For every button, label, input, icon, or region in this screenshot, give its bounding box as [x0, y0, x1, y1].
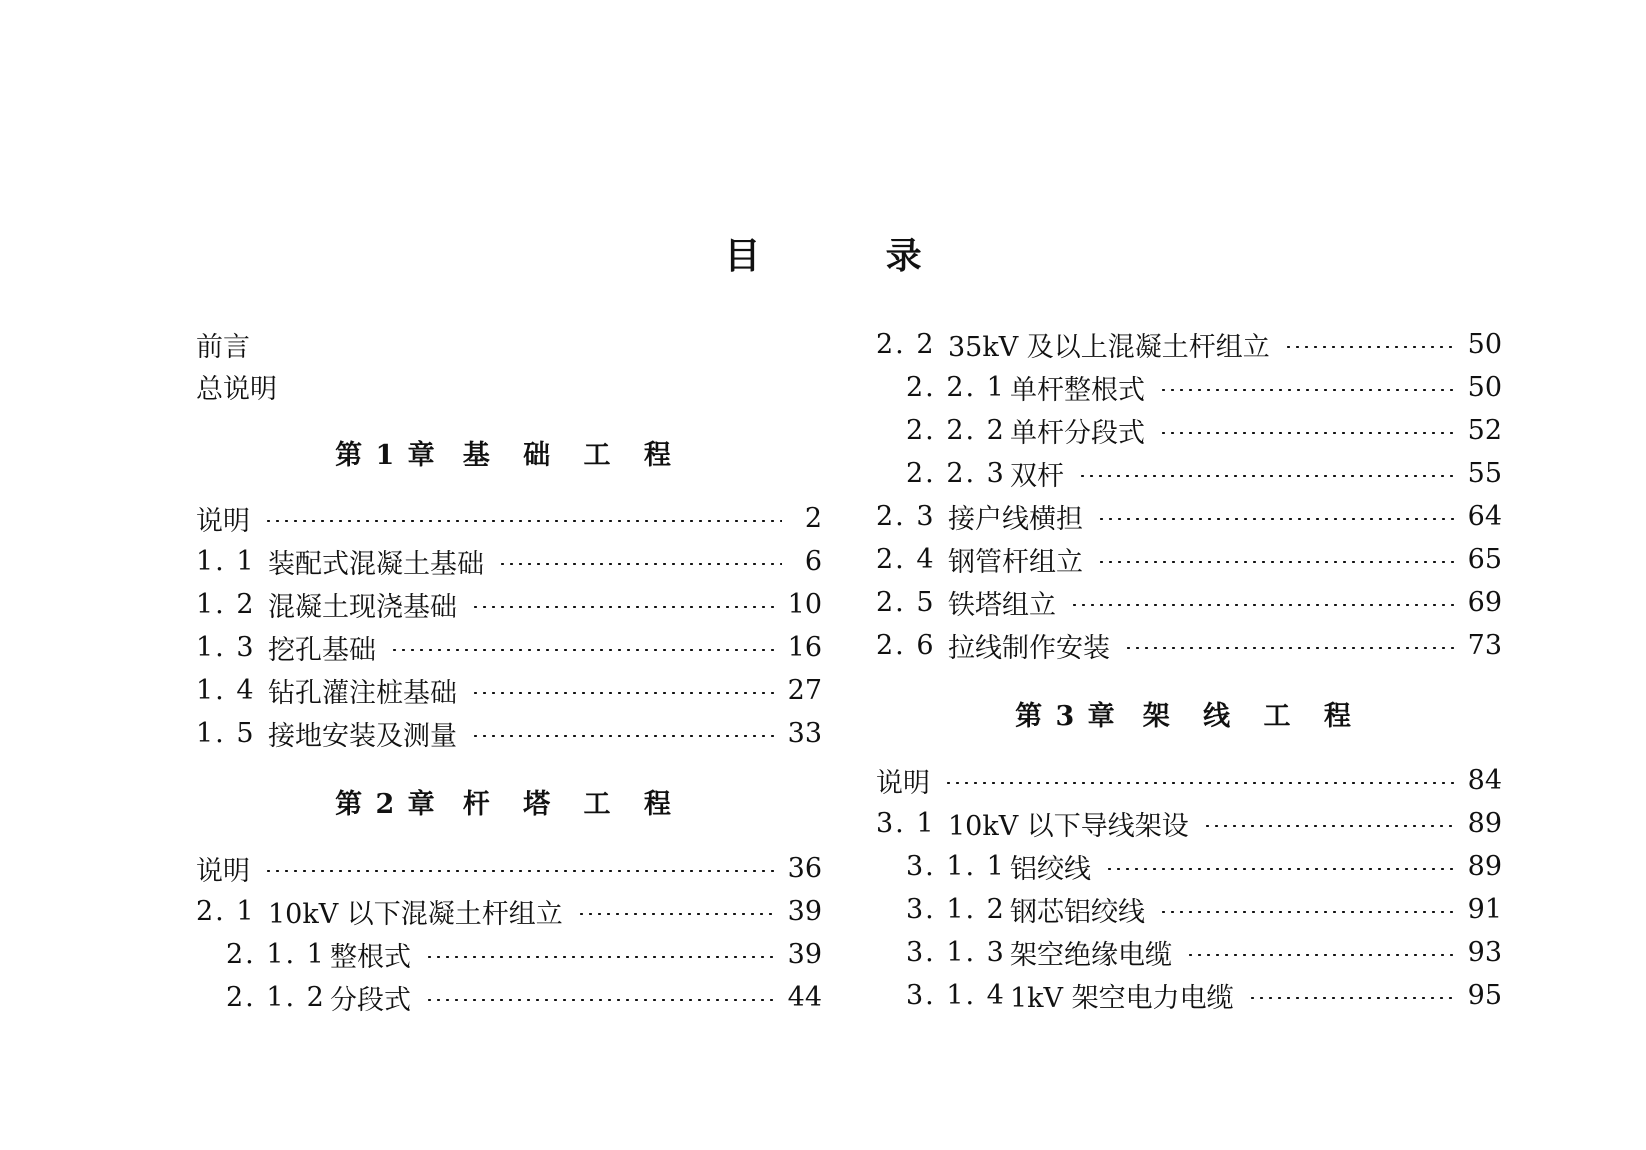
toc-entry-text: 挖孔基础 — [268, 634, 376, 666]
toc-entry[interactable] — [906, 846, 1502, 886]
toc-page-number: 16 — [787, 631, 822, 663]
toc-entry-text: 接户线横担 — [948, 503, 1083, 535]
toc-entry-preface[interactable] — [196, 324, 822, 364]
toc-entry[interactable] — [196, 584, 822, 624]
toc-entry-general-notes[interactable] — [196, 366, 822, 406]
toc-entry[interactable] — [906, 367, 1502, 407]
dot-leader — [1097, 518, 1458, 520]
toc-entry-text: 铁塔组立 — [948, 589, 1056, 621]
dot-leader — [264, 870, 778, 872]
dot-leader — [425, 956, 778, 958]
toc-entry[interactable] — [906, 453, 1502, 493]
toc-section-number: 1. 4 — [196, 674, 256, 706]
dot-leader — [1284, 346, 1458, 348]
toc-entry-text: 1kV 架空电力电缆 — [1010, 982, 1234, 1014]
toc-section-number: 2. 2. 1 — [906, 371, 1006, 403]
dot-leader — [1203, 825, 1458, 827]
dot-leader — [425, 999, 778, 1001]
dot-leader — [471, 606, 778, 608]
toc-entry-text: 整根式 — [330, 941, 411, 973]
toc-page-number: 33 — [787, 717, 822, 749]
toc-page-number: 2 — [804, 502, 822, 534]
toc-page-number: 91 — [1467, 893, 1502, 925]
dot-leader — [1097, 561, 1458, 563]
toc-entry[interactable] — [906, 889, 1502, 929]
toc-page-number: 44 — [787, 981, 822, 1013]
toc-entry[interactable] — [906, 975, 1502, 1015]
dot-leader — [471, 692, 778, 694]
page-title: 目 录 — [724, 235, 922, 277]
toc-section-number: 2. 1 — [196, 895, 256, 927]
toc-entry-text: 铝绞线 — [1010, 853, 1091, 885]
toc-entry[interactable] — [876, 760, 1502, 800]
toc-entry[interactable] — [196, 541, 822, 581]
dot-leader — [1159, 389, 1458, 391]
toc-entry[interactable] — [876, 625, 1502, 665]
toc-entry-text: 总说明 — [196, 373, 277, 405]
toc-entry-text: 10kV 以下混凝土杆组立 — [268, 898, 563, 930]
toc-section-number: 2. 6 — [876, 629, 936, 661]
toc-entry-text: 混凝土现浇基础 — [268, 591, 457, 623]
toc-section-number: 2. 1. 2 — [226, 981, 326, 1013]
toc-page-number: 39 — [787, 895, 822, 927]
toc-entry-text: 前言 — [196, 331, 250, 363]
toc-entry-text: 装配式混凝土基础 — [268, 548, 484, 580]
toc-page-number: 27 — [787, 674, 822, 706]
dot-leader — [390, 649, 778, 651]
toc-page-number: 36 — [787, 852, 822, 884]
toc-entry[interactable] — [196, 498, 822, 538]
chapter-name: 杆 塔 工 程 — [462, 788, 683, 820]
toc-page-number: 6 — [804, 545, 822, 577]
toc-entry[interactable] — [196, 848, 822, 888]
toc-entry-text: 接地安装及测量 — [268, 720, 457, 752]
chapter-number: 第 2 章 — [335, 788, 437, 820]
dot-leader — [1248, 997, 1458, 999]
toc-entry[interactable] — [876, 582, 1502, 622]
dot-leader — [1159, 432, 1458, 434]
toc-entry-text: 单杆整根式 — [1010, 374, 1145, 406]
toc-entry[interactable] — [906, 410, 1502, 450]
chapter-heading-3[interactable] — [876, 693, 1502, 733]
toc-entry[interactable] — [196, 627, 822, 667]
toc-entry-text: 说明 — [196, 855, 250, 887]
dot-leader — [1105, 868, 1458, 870]
toc-entry[interactable] — [226, 934, 822, 974]
toc-page-number: 89 — [1467, 807, 1502, 839]
toc-page-number: 69 — [1467, 586, 1502, 618]
toc-entry[interactable] — [196, 670, 822, 710]
toc-entry-text: 钢芯铝绞线 — [1010, 896, 1145, 928]
toc-entry-text: 单杆分段式 — [1010, 417, 1145, 449]
toc-section-number: 2. 2. 3 — [906, 457, 1006, 489]
chapter-number: 第 3 章 — [1015, 700, 1117, 732]
toc-entry[interactable] — [196, 891, 822, 931]
toc-page-number: 65 — [1467, 543, 1502, 575]
toc-section-number: 3. 1 — [876, 807, 936, 839]
toc-section-number: 1. 1 — [196, 545, 256, 577]
toc-entry-text: 钢管杆组立 — [948, 546, 1083, 578]
dot-leader — [264, 520, 782, 522]
toc-page-number: 95 — [1467, 979, 1502, 1011]
toc-section-number: 3. 1. 3 — [906, 936, 1006, 968]
dot-leader — [1078, 475, 1458, 477]
toc-entry-text: 35kV 及以上混凝土杆组立 — [948, 331, 1270, 363]
toc-entry-text: 分段式 — [330, 984, 411, 1016]
toc-section-number: 1. 2 — [196, 588, 256, 620]
toc-section-number: 3. 1. 2 — [906, 893, 1006, 925]
chapter-heading-2[interactable] — [196, 781, 822, 821]
toc-section-number: 3. 1. 4 — [906, 979, 1006, 1011]
toc-section-number: 2. 1. 1 — [226, 938, 326, 970]
dot-leader — [944, 782, 1458, 784]
toc-page-number: 84 — [1467, 764, 1502, 796]
dot-leader — [498, 563, 782, 565]
toc-section-number: 1. 5 — [196, 717, 256, 749]
dot-leader — [577, 913, 778, 915]
toc-entry[interactable] — [196, 713, 822, 753]
dot-leader — [471, 735, 778, 737]
toc-section-number: 2. 3 — [876, 500, 936, 532]
toc-entry-text: 说明 — [876, 767, 930, 799]
toc-entry[interactable] — [876, 539, 1502, 579]
toc-page-number: 73 — [1467, 629, 1502, 661]
toc-section-number: 1. 3 — [196, 631, 256, 663]
chapter-number: 第 1 章 — [335, 439, 437, 471]
dot-leader — [1186, 954, 1458, 956]
toc-entry[interactable] — [876, 496, 1502, 536]
toc-page-number: 64 — [1467, 500, 1502, 532]
chapter-name: 架 线 工 程 — [1142, 700, 1363, 732]
toc-page-number: 89 — [1467, 850, 1502, 882]
toc-page-number: 39 — [787, 938, 822, 970]
chapter-name: 基 础 工 程 — [462, 439, 683, 471]
toc-entry-text: 钻孔灌注桩基础 — [268, 677, 457, 709]
toc-entry[interactable] — [226, 977, 822, 1017]
toc-entry-text: 双杆 — [1010, 460, 1064, 492]
toc-section-number: 2. 2. 2 — [906, 414, 1006, 446]
toc-section-number: 2. 5 — [876, 586, 936, 618]
toc-section-number: 2. 2 — [876, 328, 936, 360]
toc-entry[interactable] — [876, 803, 1502, 843]
chapter-heading-1[interactable] — [196, 432, 822, 472]
toc-page-number: 50 — [1467, 328, 1502, 360]
dot-leader — [1159, 911, 1458, 913]
toc-entry[interactable] — [876, 324, 1502, 364]
toc-entry[interactable] — [906, 932, 1502, 972]
toc-section-number: 2. 4 — [876, 543, 936, 575]
toc-entry-text: 拉线制作安装 — [948, 632, 1110, 664]
toc-entry-text: 架空绝缘电缆 — [1010, 939, 1172, 971]
toc-page-number: 55 — [1467, 457, 1502, 489]
toc-page-number: 10 — [787, 588, 822, 620]
toc-page-number: 93 — [1467, 936, 1502, 968]
toc-section-number: 3. 1. 1 — [906, 850, 1006, 882]
toc-entry-text: 10kV 以下导线架设 — [948, 810, 1189, 842]
toc-page-number: 50 — [1467, 371, 1502, 403]
dot-leader — [1070, 604, 1458, 606]
toc-entry-text: 说明 — [196, 505, 250, 537]
dot-leader — [1124, 647, 1458, 649]
toc-page-number: 52 — [1467, 414, 1502, 446]
